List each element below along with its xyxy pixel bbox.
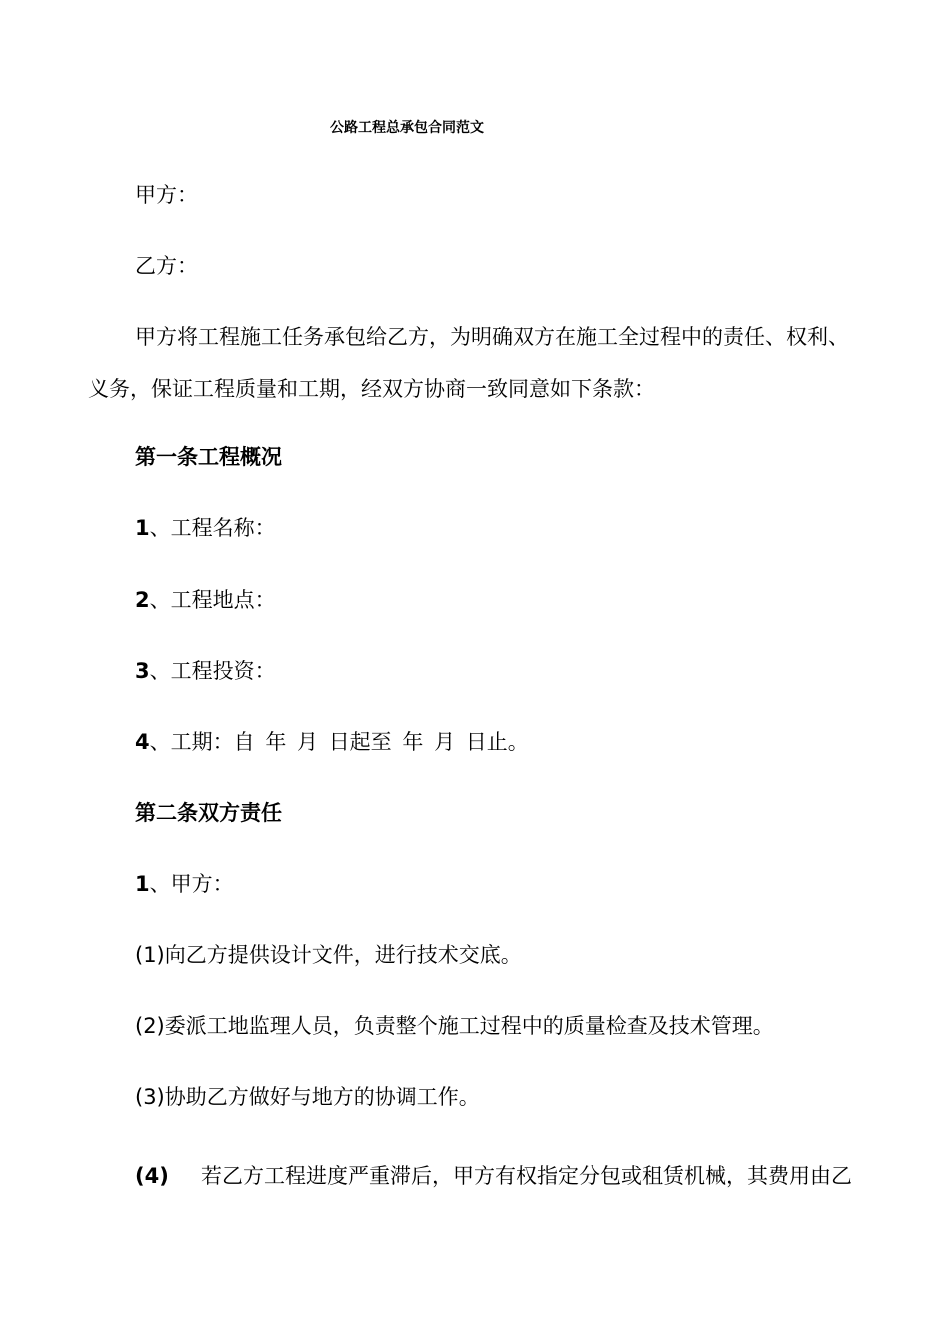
date-month-1: 月 [297,730,318,754]
point-number: (3) [135,1085,165,1109]
article-2-point-2 [135,1013,774,1039]
article-2-point-3 [135,1084,480,1110]
date-day-2: 日止。 [465,730,529,754]
date-day-1: 日起至 [328,730,392,754]
item-number: 1 [135,872,150,896]
article-2-point-1 [135,942,522,968]
party-a-label: 甲方： [135,183,198,207]
point-text: 若乙方工程进度严重滞后，甲方有权指定分包或租赁机械，其费用由乙 [201,1164,852,1188]
party-b-label: 乙方： [135,254,198,278]
item-number: 3 [135,659,150,683]
point-number: (2) [135,1014,165,1038]
intro-line-1: 甲方将工程施工任务承包给乙方，为明确双方在施工全过程中的责任、权利、 [135,325,849,349]
article-2-heading: 第二条双方责任 [135,800,282,825]
date-month-2: 月 [434,730,456,754]
item-text: 、工程地点： [149,588,276,612]
article-1-item-4 [135,729,529,755]
point-number: (4) [135,1164,169,1188]
article-1-item-3 [135,658,276,684]
point-number: (1) [135,943,165,967]
article-1-heading: 第一条工程概况 [135,444,282,469]
intro-line-2: 义务，保证工程质量和工期，经双方协商一致同意如下条款： [88,377,655,401]
point-text: 协助乙方做好与地方的协调工作。 [164,1085,480,1109]
article-1-item-2 [135,587,276,613]
item-text: 、工程投资： [149,659,276,683]
date-year-2: 年 [402,730,424,754]
article-2-point-4 [135,1163,852,1189]
item-text: 、工程名称： [149,516,276,540]
point-text: 向乙方提供设计文件，进行技术交底。 [164,943,522,967]
date-year-1: 年 [265,730,287,754]
item-number: 1 [135,516,150,540]
item-text: 、甲方： [149,872,234,896]
item-number: 2 [135,588,150,612]
document-title: 公路工程总承包合同范文 [330,120,484,136]
article-1-item-1 [135,515,276,541]
article-2-sub-1 [135,871,234,897]
point-text: 委派工地监理人员，负责整个施工过程中的质量检查及技术管理。 [164,1014,774,1038]
item-text: 、工期：自 [149,730,255,754]
item-number: 4 [135,730,150,754]
